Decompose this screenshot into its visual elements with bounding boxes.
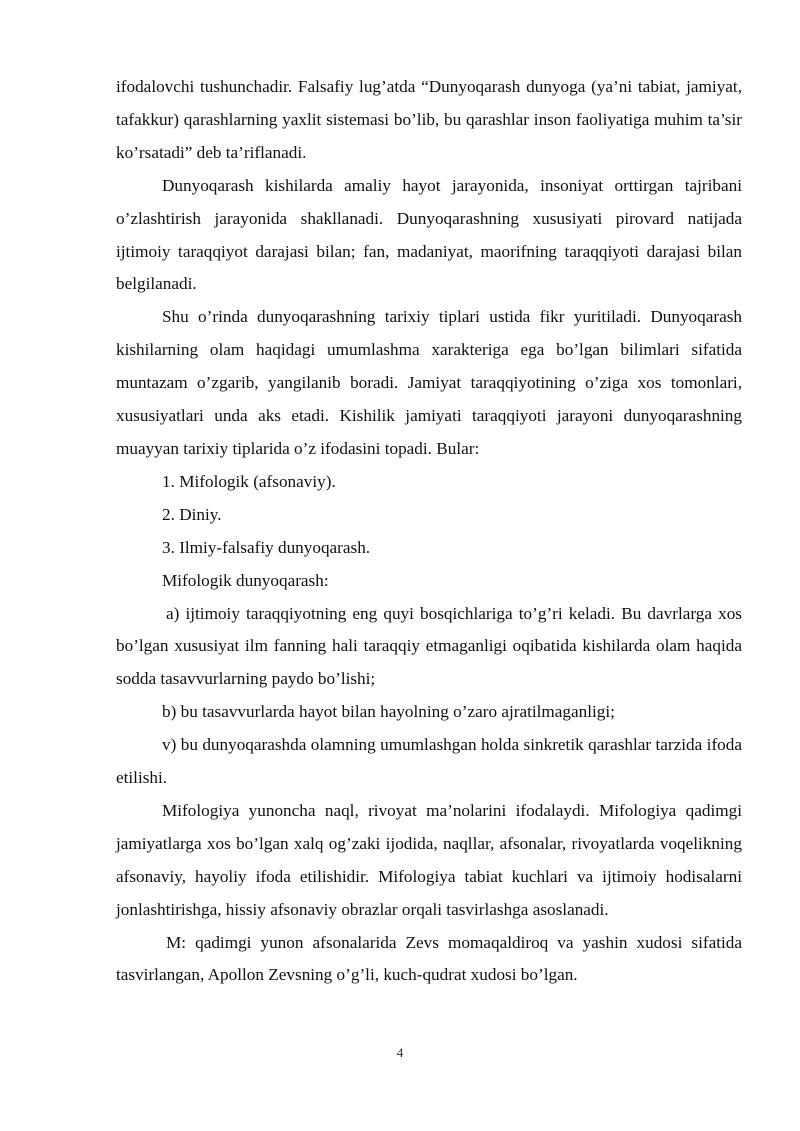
paragraph-example-zeus: M: qadimgi yunon afsonalarida Zevs momaqaldiroq va yashin xudosi sifatida tasvirlangan, Apollon Zevsning o’g’li, kuch-qudrat xudosi bo’lgan. (116, 932, 742, 985)
paragraph-worldview-formation: Dunyoqarash kishilarda amaliy hayot jarayonida, insoniyat orttirgan tajribani o’zlashtirish jarayonida shakllanadi. Dunyoqarashning xususiyati pirovard natijada ijtimoiy taraqqiyot darajasi bilan; fan, madaniyat, maorifning taraqqiyoti darajasi bilan belgilanadi. (116, 175, 742, 294)
list-item-scientific-philosophical: 3. Ilmiy-falsafiy dunyoqarash. (162, 537, 371, 557)
paragraph-point-v: v) bu dunyoqarashda olamning umumlashgan holda sinkretik qarashlar tarzida ifoda etilishi. (116, 735, 742, 788)
list-item-mythological: 1. Mifologik (afsonaviy). (162, 471, 336, 491)
paragraph-historical-types: Shu o’rinda dunyoqarashning tarixiy tiplari ustida fikr yuritiladi. Dunyoqarash kishilarning olam haqidagi umumlashma xarakteriga ega bo’lgan bilimlari sifatida muntazam o’zgarib, yangilanib boradi. Jamiyat taraqqiyotining o’ziga xos tomonlari, xususiyatlari unda aks etadi. Kishilik jamiyati taraqqiyoti jarayoni dunyoqarashning muayyan tarixiy tiplarida o’z ifodasini topadi. Bular: (116, 307, 742, 458)
paragraph-point-b: b) bu tasavvurlarda hayot bilan hayolning o’zaro ajratilmaganligi; (162, 702, 615, 722)
subheading-mythological-worldview: Mifologik dunyoqarash: (162, 570, 329, 590)
paragraph-definition-continued: ifodalovchi tushunchadir. Falsafiy lug’atda “Dunyoqarash dunyoga (ya’ni tabiat, jamiyat, tafakkur) qarashlarning yaxlit sistemasi bo’lib, bu qarashlar inson faoliyatiga muhim ta’sir ko’rsatadi” deb ta’riflanadi. (116, 77, 742, 162)
document-body (116, 71, 742, 992)
paragraph-mythology-definition: Mifologiya yunoncha naql, rivoyat ma’nolarini ifodalaydi. Mifologiya qadimgi jamiyatlarga xos bo’lgan xalq og’zaki ijodida, naqllar, afsonalar, rivoyatlarda voqelikning afsonaviy, hayoliy ifoda etilishidir. Mifologiya tabiat kuchlari va ijtimoiy hodisalarni jonlashtirishga, hissiy afsonaviy obrazlar orqali tasvirlashga asoslanadi. (116, 800, 742, 919)
paragraph-point-a: a) ijtimoiy taraqqiyotning eng quyi bosqichlariga to’g’ri keladi. Bu davrlarga xos bo’lgan xususiyat ilm fanning hali taraqqiy etmaganligi oqibatida kishilarda olam haqida sodda tasavvurlarning paydo bo’lishi; (116, 603, 742, 689)
page-number: 4 (396, 1045, 404, 1060)
list-item-religious: 2. Diniy. (162, 504, 222, 524)
